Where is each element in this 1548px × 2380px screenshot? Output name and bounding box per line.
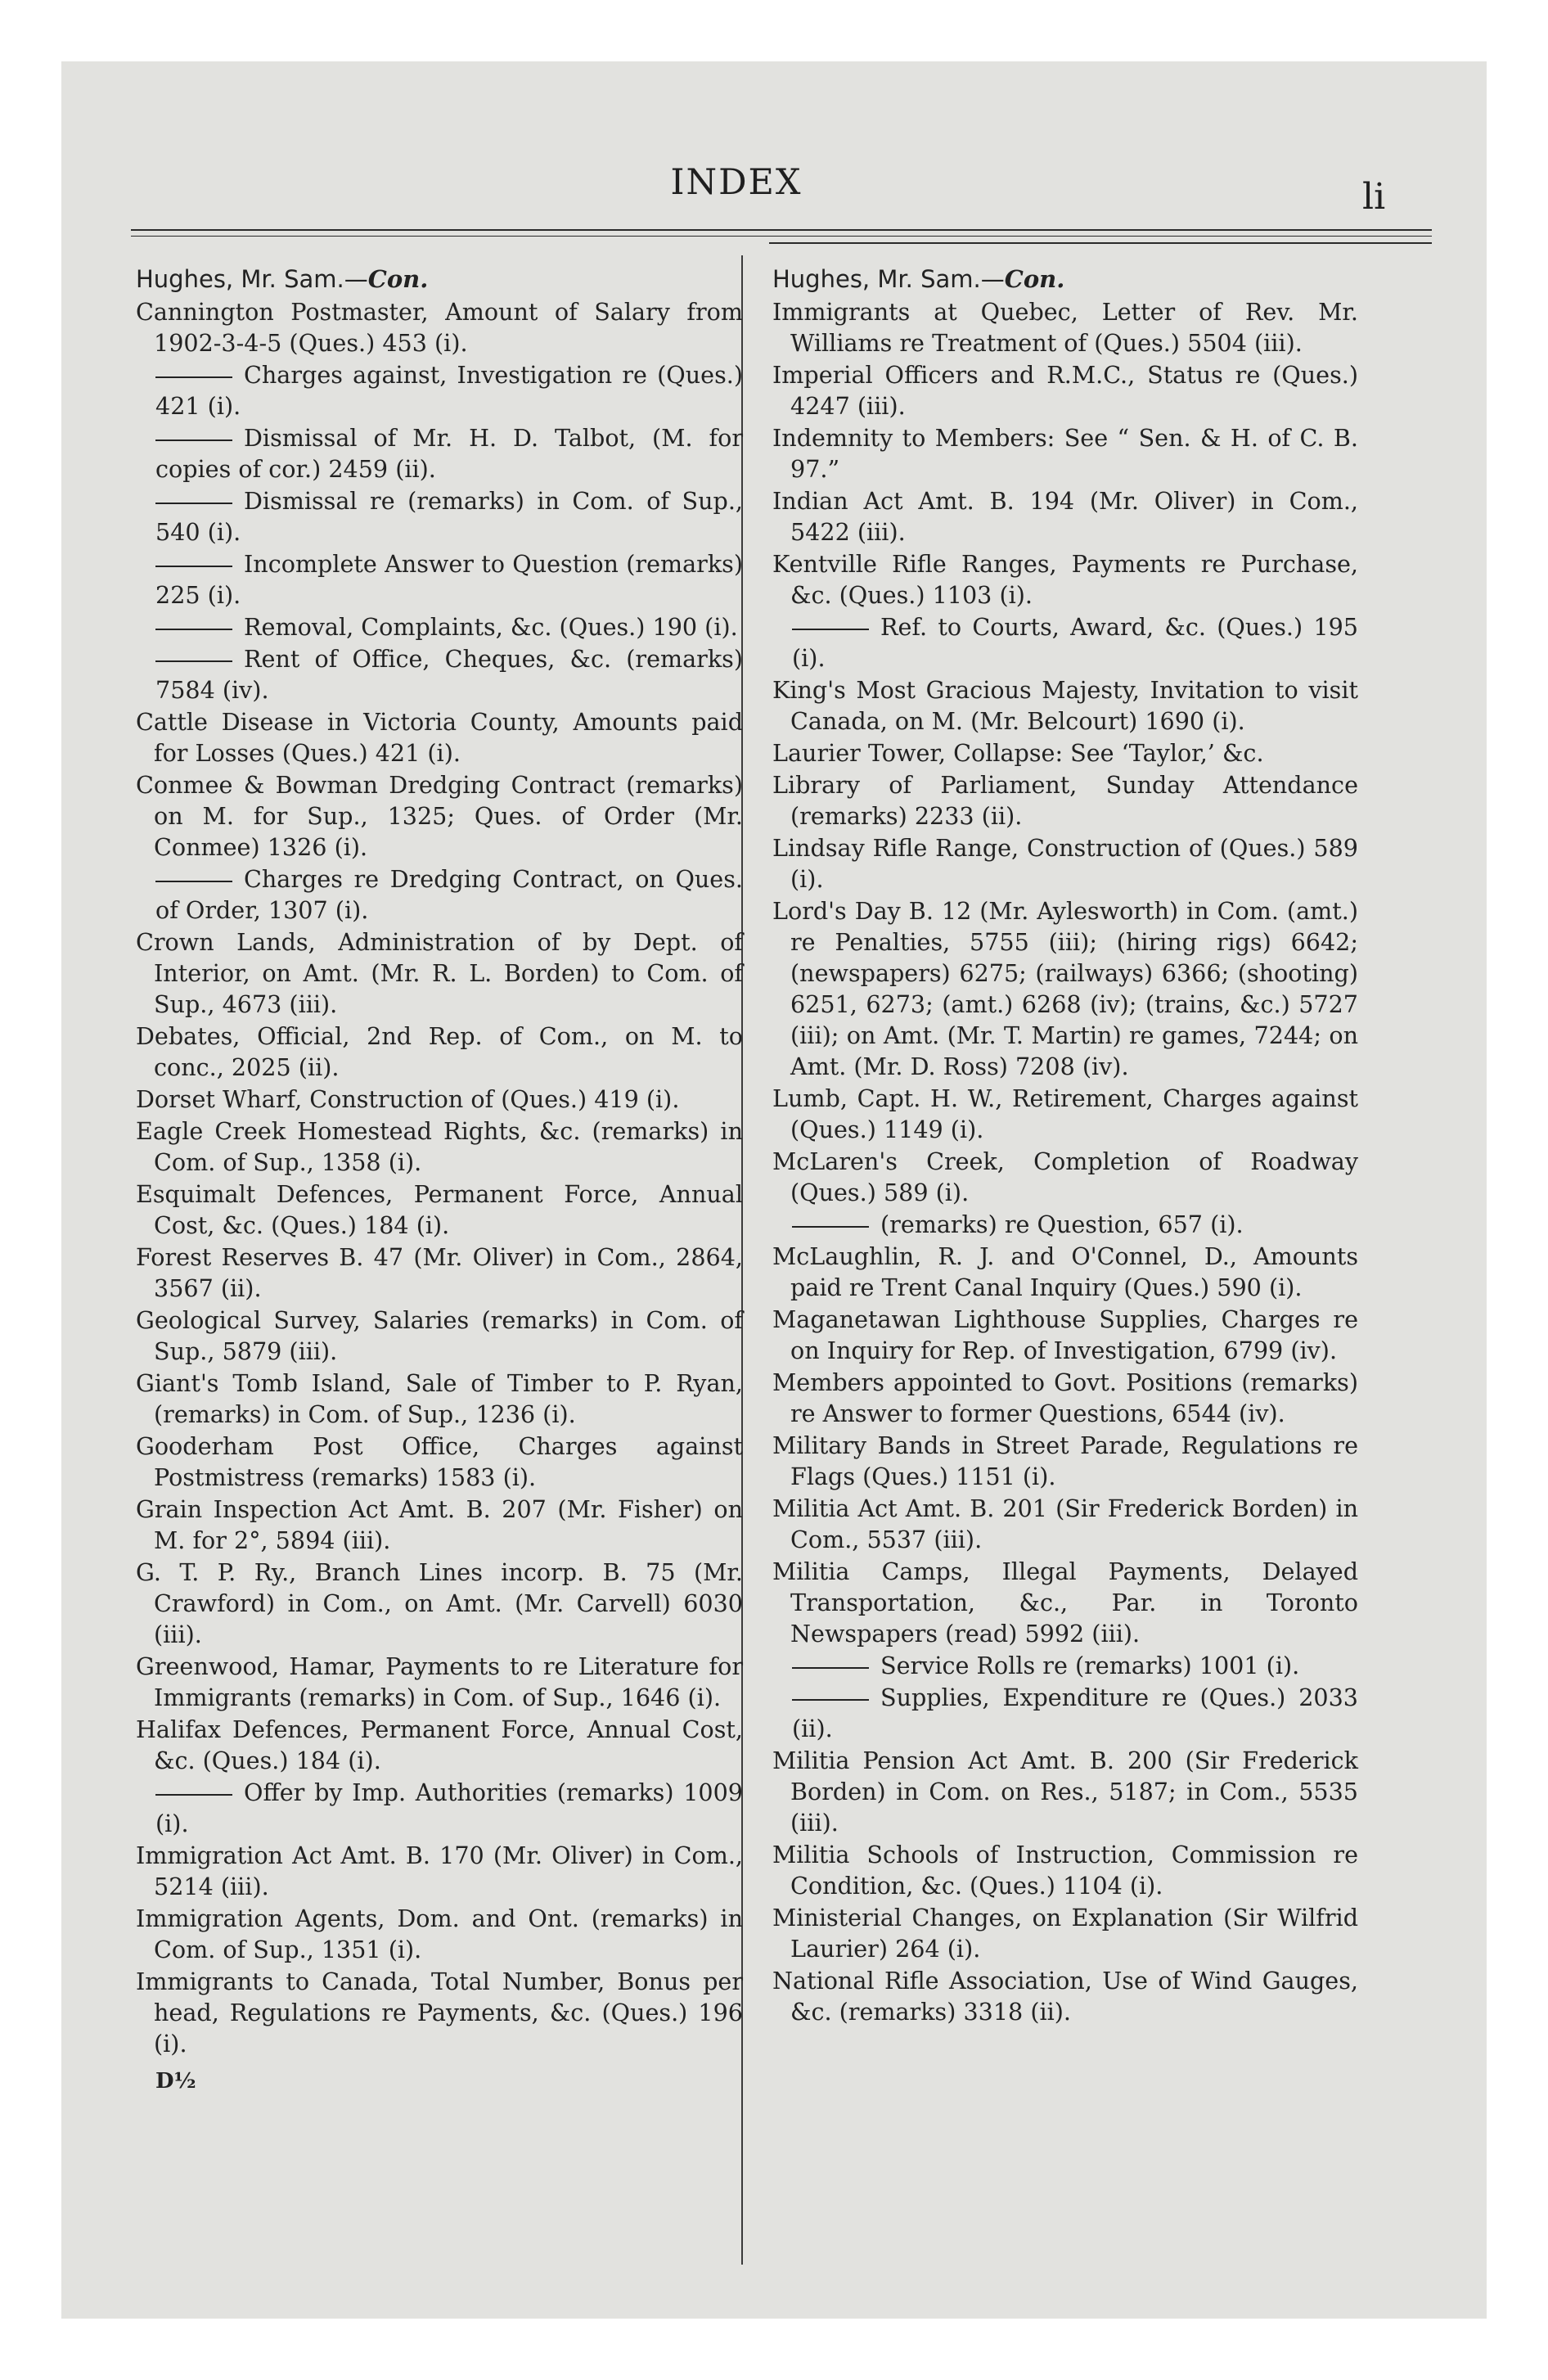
index-subentry: (remarks) re Question, 657 (i). (772, 1209, 1358, 1240)
index-subentry: Ref. to Courts, Award, &c. (Ques.) 195 (i). (772, 611, 1358, 674)
index-entry: Kentville Rifle Ranges, Payments re Purchase, &c. (Ques.) 1103 (i). (772, 550, 1358, 609)
index-entry: National Rifle Association, Use of Wind Gauges, &c. (remarks) 3318 (ii). (772, 1967, 1358, 2026)
index-entry: Immigration Act Amt. B. 170 (Mr. Oliver) in Com., 5214 (iii). (136, 1841, 743, 1900)
index-subentry: Offer by Imp. Authorities (remarks) 1009 (i). (136, 1777, 743, 1839)
index-entry: Cannington Postmaster, Amount of Salary from 1902-3-4-5 (Ques.) 453 (i). (136, 298, 743, 357)
index-heading (136, 264, 743, 295)
header-rule-thick (131, 229, 1432, 231)
index-entry: Immigrants to Canada, Total Number, Bonus per head, Regulations re Payments, &c. (Ques.) 196 (i). (136, 1968, 743, 2058)
index-entry: Imperial Officers and R.M.C., Status re (Ques.) 4247 (iii). (772, 361, 1358, 420)
index-entry: Immigration Agents, Dom. and Ont. (remarks) in Com. of Sup., 1351 (i). (136, 1904, 743, 1963)
index-subentry: Supplies, Expenditure re (Ques.) 2033 (ii). (772, 1682, 1358, 1744)
index-subentry: Incomplete Answer to Question (remarks) 225 (i). (136, 548, 743, 611)
index-entry: Indemnity to Members: See “ Sen. & H. of C. B. 97.” (772, 424, 1358, 483)
heading-continued: Con. (367, 265, 429, 293)
heading-name: Hughes, Mr. Sam.— (136, 265, 368, 293)
index-entry: Grain Inspection Act Amt. B. 207 (Mr. Fisher) on M. for 2°, 5894 (iii). (136, 1495, 743, 1554)
index-entry: Eagle Creek Homestead Rights, &c. (remarks) in Com. of Sup., 1358 (i). (136, 1117, 743, 1176)
index-subentry: Rent of Office, Cheques, &c. (remarks) 7584 (iv). (136, 643, 743, 705)
index-entry: Cattle Disease in Victoria County, Amounts paid for Losses (Ques.) 421 (i). (136, 708, 743, 767)
index-entry: Immigrants at Quebec, Letter of Rev. Mr. Williams re Treatment of (Ques.) 5504 (iii). (772, 298, 1358, 357)
index-entry: Militia Camps, Illegal Payments, Delayed Transportation, &c., Par. in Toronto Newspapers (read) 5992 (iii). (772, 1557, 1358, 1648)
index-entry: Giant's Tomb Island, Sale of Timber to P. Ryan, (remarks) in Com. of Sup., 1236 (i). (136, 1369, 743, 1428)
index-subentry: Removal, Complaints, &c. (Ques.) 190 (i). (136, 611, 743, 642)
index-entry: McLaughlin, R. J. and O'Connel, D., Amounts paid re Trent Canal Inquiry (Ques.) 590 (i). (772, 1242, 1358, 1301)
index-entry: Debates, Official, 2nd Rep. of Com., on M. to conc., 2025 (ii). (136, 1022, 743, 1081)
index-entry: Esquimalt Defences, Permanent Force, Annual Cost, &c. (Ques.) 184 (i). (136, 1180, 743, 1239)
index-entry: Members appointed to Govt. Positions (remarks) re Answer to former Questions, 6544 (iv). (772, 1368, 1358, 1427)
header-rule-right (769, 242, 1432, 244)
index-subentry: Charges against, Investigation re (Ques.) 421 (i). (136, 359, 743, 421)
index-subentry: Dismissal of Mr. H. D. Talbot, (M. for copies of cor.) 2459 (ii). (136, 422, 743, 485)
heading-continued: Con. (1004, 265, 1065, 293)
page-title: INDEX (670, 162, 803, 203)
index-entry: King's Most Gracious Majesty, Invitation to visit Canada, on M. (Mr. Belcourt) 1690 (i). (772, 676, 1358, 735)
heading-name: Hughes, Mr. Sam.— (772, 265, 1005, 293)
index-entry: Militia Pension Act Amt. B. 200 (Sir Frederick Borden) in Com. on Res., 5187; in Com., 5535 (iii). (772, 1747, 1358, 1837)
index-subentry: Charges re Dredging Contract, on Ques. of Order, 1307 (i). (136, 863, 743, 926)
index-entry: Military Bands in Street Parade, Regulations re Flags (Ques.) 1151 (i). (772, 1431, 1358, 1490)
index-entry: Laurier Tower, Collapse: See ‘Taylor,’ &c. (772, 739, 1264, 767)
left-column (136, 264, 743, 2097)
index-entry: Militia Schools of Instruction, Commission re Condition, &c. (Ques.) 1104 (i). (772, 1841, 1358, 1900)
index-entry: Indian Act Amt. B. 194 (Mr. Oliver) in Com., 5422 (iii). (772, 487, 1358, 546)
index-entry: Greenwood, Hamar, Payments to re Literature for Immigrants (remarks) in Com. of Sup., 1646 (i). (136, 1652, 743, 1711)
index-entry: G. T. P. Ry., Branch Lines incorp. B. 75 (Mr. Crawford) in Com., on Amt. (Mr. Carvell) 6030 (iii). (136, 1558, 743, 1648)
index-entry: Forest Reserves B. 47 (Mr. Oliver) in Com., 2864, 3567 (ii). (136, 1243, 743, 1302)
index-entry: Library of Parliament, Sunday Attendance (remarks) 2233 (ii). (772, 771, 1358, 830)
index-entry: Dorset Wharf, Construction of (Ques.) 419 (i). (136, 1085, 680, 1113)
right-column (772, 264, 1358, 2028)
index-entry: Lumb, Capt. H. W., Retirement, Charges against (Ques.) 1149 (i). (772, 1084, 1358, 1143)
entry-list (772, 296, 1358, 2027)
index-subentry: Dismissal re (remarks) in Com. of Sup., 540 (i). (136, 485, 743, 548)
index-entry: Geological Survey, Salaries (remarks) in Com. of Sup., 5879 (iii). (136, 1306, 743, 1365)
index-entry: Crown Lands, Administration of by Dept. of Interior, on Amt. (Mr. R. L. Borden) to Com. of Sup., 4673 (iii). (136, 928, 743, 1018)
index-entry: Lindsay Rifle Range, Construction of (Ques.) 589 (i). (772, 834, 1358, 893)
index-entry: Ministerial Changes, on Explanation (Sir Wilfrid Laurier) 264 (i). (772, 1904, 1358, 1963)
signature-mark: D½ (155, 2069, 196, 2094)
page-number: li (1362, 176, 1386, 218)
index-entry: Lord's Day B. 12 (Mr. Aylesworth) in Com. (amt.) re Penalties, 5755 (iii); (hiring rigs) 6642; (newspapers) 6275; (railways) 6366; (shooting) 6251, 6273; (amt.) 6268 (iv); (trains, &c.) 5727 (iii); on Amt. (Mr. T. Martin) re games, 7244; on Amt. (Mr. D. Ross) 7208 (iv). (772, 897, 1358, 1080)
index-entry: Gooderham Post Office, Charges against Postmistress (remarks) 1583 (i). (136, 1432, 743, 1491)
header-rule-thin (131, 236, 1432, 237)
index-entry: Conmee & Bowman Dredging Contract (remarks) on M. for Sup., 1325; Ques. of Order (Mr. Conmee) 1326 (i). (136, 771, 743, 861)
index-entry: McLaren's Creek, Completion of Roadway (Ques.) 589 (i). (772, 1147, 1358, 1206)
index-entry: Militia Act Amt. B. 201 (Sir Frederick Borden) in Com., 5537 (iii). (772, 1494, 1358, 1553)
index-entry: Halifax Defences, Permanent Force, Annual Cost, &c. (Ques.) 184 (i). (136, 1715, 743, 1774)
index-heading (772, 264, 1358, 295)
index-entry: Maganetawan Lighthouse Supplies, Charges re on Inquiry for Rep. of Investigation, 6799 (iv). (772, 1305, 1358, 1364)
entry-list (136, 296, 743, 2059)
index-subentry: Service Rolls re (remarks) 1001 (i). (772, 1650, 1358, 1681)
